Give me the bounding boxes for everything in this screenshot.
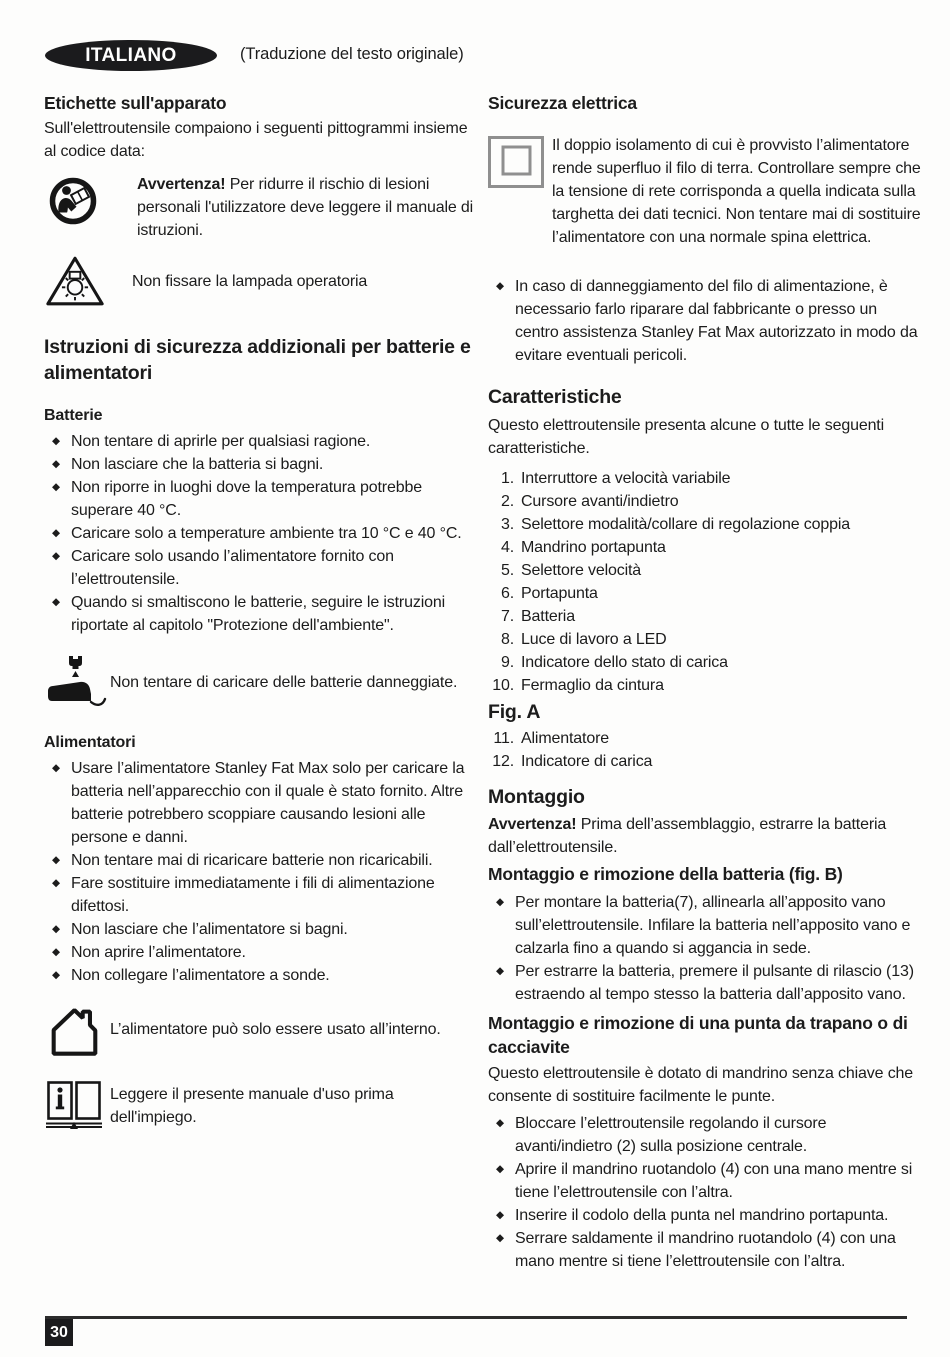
bit-fitting-list	[488, 1112, 922, 1273]
item-text: Cursore avanti/indietro	[521, 493, 679, 510]
warning-rest: Per ridurre il rischio di lesioni personali l'utilizzatore deve leggere il manuale di istruzioni.	[137, 176, 474, 239]
pictogram-cell	[44, 1001, 110, 1058]
item-text: Indicatore di carica	[521, 753, 653, 770]
bullet-icon: ◆	[52, 527, 60, 539]
labels-intro: Sull'elettroutensile compaiono i seguenti pittogrammi insieme al codice data:	[44, 120, 468, 160]
chargers-list	[44, 757, 478, 987]
item-text: Selettore modalità/collare di regolazione coppia	[521, 516, 851, 533]
pictogram-row-lamp	[44, 252, 478, 310]
item-text: Indicatore dello stato di carica	[521, 654, 728, 671]
bullet-icon: ◆	[52, 458, 60, 470]
list-item-text: Serrare saldamente il mandrino ruotandolo (4) con una mano mentre si tiene l’elettroutensile con l’altra.	[515, 1230, 896, 1270]
bit-fitting-subtitle: Montaggio e rimozione di una punta da trapano o di cacciavite	[488, 1013, 908, 1057]
numbered-item	[488, 605, 922, 628]
bullet-icon: ◆	[52, 969, 60, 981]
numbered-item	[488, 582, 922, 605]
labels-section-title: Etichette sull'apparato	[44, 93, 227, 113]
item-text: Selettore velocità	[521, 562, 642, 579]
list-item	[52, 918, 478, 941]
item-number: 10.	[492, 677, 514, 694]
item-number: 5.	[500, 562, 514, 579]
list-item-text: In caso di danneggiamento del filo di alimentazione, è necessario farlo riparare dal fabbricante o presso un centro assistenza Stanley Fat Max autorizzato in modo da evitare eventuali pericoli.	[515, 278, 918, 364]
list-item	[496, 960, 922, 1006]
pictogram-cell	[488, 134, 552, 249]
list-item	[52, 872, 478, 918]
batteries-subtitle: Batterie	[44, 407, 103, 424]
item-number: 7.	[500, 608, 514, 625]
list-item	[52, 430, 478, 453]
list-item	[496, 1158, 922, 1204]
pictogram-text: Non tentare di caricare delle batterie danneggiate.	[110, 673, 458, 691]
list-item	[52, 591, 478, 637]
bullet-icon: ◆	[52, 762, 60, 774]
numbered-item	[488, 559, 922, 582]
bullet-icon: ◆	[52, 596, 60, 608]
pictogram-cell	[44, 653, 110, 711]
pictogram-row-indoor	[44, 1001, 478, 1058]
bullet-icon: ◆	[496, 965, 504, 977]
left-column	[44, 92, 478, 1134]
bullet-icon: ◆	[496, 1163, 504, 1175]
pictogram-row-warning	[44, 173, 478, 242]
list-item-text: Non aprire l’alimentatore.	[71, 944, 246, 961]
bullet-icon: ◆	[52, 435, 60, 447]
features-intro: Questo elettroutensile presenta alcune o tutte le seguenti caratteristiche.	[488, 417, 885, 457]
bullet-icon: ◆	[496, 1232, 504, 1244]
bullet-icon: ◆	[52, 481, 60, 493]
list-item	[52, 522, 478, 545]
pictogram-text: Il doppio isolamento di cui è provvisto l’alimentatore rende superfluo il filo di terra. Controllare sempre che la tensione di rete corrisponda a quella indicata sulla targhetta dei dati tecnici. Non tentare mai di sostituire l’alimentatore con una normale spina elettrica.	[552, 137, 921, 246]
bullet-icon: ◆	[52, 877, 60, 889]
warning-rest: Prima dell’assemblaggio, estrarre la batteria dall’elettroutensile.	[488, 816, 887, 856]
list-item-text: Caricare solo usando l’alimentatore fornito con l’elettroutensile.	[71, 548, 394, 588]
pictogram-cell	[44, 254, 132, 309]
item-text: Portapunta	[521, 585, 598, 602]
item-number: 3.	[500, 516, 514, 533]
fig-a-title: Fig. A	[488, 701, 541, 723]
list-item-text: Per estrarre la batteria, premere il pulsante di rilascio (13) estraendo al tempo stesso la batteria dall’apposito vano.	[515, 963, 914, 1003]
item-number: 6.	[500, 585, 514, 602]
bullet-icon: ◆	[52, 854, 60, 866]
pictogram-text	[137, 173, 478, 242]
warning-lead: Avvertenza!	[137, 176, 226, 193]
pictogram-row-read-manual	[44, 1078, 478, 1134]
item-text: Alimentatore	[521, 730, 610, 747]
battery-safety-title: Istruzioni di sicurezza addizionali per batterie e alimentatori	[44, 336, 471, 384]
numbered-item	[488, 467, 922, 490]
bullet-icon: ◆	[52, 550, 60, 562]
item-text: Luce di lavoro a LED	[521, 631, 667, 648]
list-item	[52, 453, 478, 476]
list-item-text: Fare sostituire immediatamente i fili di alimentazione difettosi.	[71, 875, 435, 915]
bullet-icon: ◆	[496, 896, 504, 908]
list-item-text: Non lasciare che l’alimentatore si bagni.	[71, 921, 348, 938]
list-item-text: Inserire il codolo della punta nel mandrino portapunta.	[515, 1207, 889, 1224]
list-item-text: Caricare solo a temperature ambiente tra 10 °C e 40 °C.	[71, 525, 462, 542]
pictogram-row-damaged-battery	[44, 651, 478, 713]
pictogram-row-double-insulation	[488, 134, 922, 249]
numbered-item	[488, 750, 922, 773]
battery-fitting-list	[488, 891, 922, 1006]
chargers-subtitle: Alimentatori	[44, 734, 136, 751]
list-item	[52, 757, 478, 849]
bullet-icon: ◆	[52, 923, 60, 935]
item-number: 12.	[492, 753, 514, 770]
numbered-item	[488, 727, 922, 750]
lamp-warning-icon	[44, 254, 106, 309]
list-item-text: Usare l’alimentatore Stanley Fat Max solo per caricare la batteria nell’apparecchio con il quale è stato fornito. Altre batterie potrebbero scoppiare causando lesioni alle persone e danni.	[71, 760, 465, 846]
list-item-text: Per montare la batteria(7), allinearla all’apposito vano sull’elettroutensile. Infilare la batteria nell’apposito vano e calzarla fino a quando si aggancia in sede.	[515, 894, 911, 957]
item-number: 11.	[493, 730, 514, 747]
item-number: 2.	[500, 493, 514, 510]
pictogram-text: Non fissare la lampada operatoria	[132, 272, 368, 290]
list-item-text: Non tentare mai di ricaricare batterie non ricaricabili.	[71, 852, 433, 869]
read-before-use-icon	[44, 1079, 104, 1133]
list-item-text: Bloccare l’elettroutensile regolando il cursore avanti/indietro (2) sulla posizione centrale.	[515, 1115, 827, 1155]
numbered-item	[488, 490, 922, 513]
numbered-item	[488, 674, 922, 697]
bit-fitting-intro: Questo elettroutensile è dotato di mandrino senza chiave che consente di sostituire facilmente le punte.	[488, 1065, 914, 1105]
list-item-text: Non collegare l’alimentatore a sonde.	[71, 967, 330, 984]
list-item-text: Non tentare di aprirle per qualsiasi ragione.	[71, 433, 371, 450]
assembly-title: Montaggio	[488, 786, 585, 808]
features-list	[488, 467, 922, 697]
list-item	[496, 1227, 922, 1273]
pictogram-cell	[44, 1079, 110, 1133]
damaged-battery-icon	[44, 653, 108, 711]
list-item	[52, 964, 478, 987]
list-item-text: Quando si smaltiscono le batterie, seguire le istruzioni riportate al capitolo "Protezione dell'ambiente".	[71, 594, 446, 634]
pictogram-text: L’alimentatore può solo essere usato all’interno.	[110, 1021, 441, 1038]
numbered-item	[488, 651, 922, 674]
list-item	[496, 1112, 922, 1158]
pictogram-cell	[44, 173, 137, 242]
language-badge	[45, 40, 217, 71]
double-insulation-icon	[488, 136, 544, 188]
pictogram-text: Leggere il presente manuale d'uso prima dell'impiego.	[110, 1086, 394, 1126]
item-number: 8.	[500, 631, 514, 648]
item-text: Mandrino portapunta	[521, 539, 666, 556]
list-item	[52, 849, 478, 872]
item-number: 9.	[500, 654, 514, 671]
list-item	[496, 275, 922, 367]
list-item	[496, 1204, 922, 1227]
page-number: 30	[45, 1319, 73, 1346]
list-item-text: Non lasciare che la batteria si bagni.	[71, 456, 324, 473]
item-text: Fermaglio da cintura	[521, 677, 664, 694]
read-manual-icon	[49, 177, 97, 225]
numbered-item	[488, 536, 922, 559]
language-badge-label: ITALIANO	[85, 44, 177, 66]
bullet-icon: ◆	[496, 1117, 504, 1129]
list-item	[52, 545, 478, 591]
bullet-icon: ◆	[52, 946, 60, 958]
electrical-safety-title: Sicurezza elettrica	[488, 93, 637, 113]
right-column	[488, 92, 922, 1273]
bullet-icon: ◆	[496, 280, 504, 292]
fig-a-list	[488, 727, 922, 773]
features-title: Caratteristiche	[488, 386, 622, 408]
item-text: Batteria	[521, 608, 575, 625]
translation-note: (Traduzione del testo originale)	[240, 45, 464, 63]
item-number: 4.	[500, 539, 514, 556]
batteries-list	[44, 430, 478, 637]
assembly-warning	[488, 813, 922, 859]
warning-lead: Avvertenza!	[488, 816, 577, 833]
list-item	[496, 891, 922, 960]
indoor-use-icon	[44, 1001, 104, 1058]
item-text: Interruttore a velocità variabile	[521, 470, 731, 487]
battery-fitting-subtitle: Montaggio e rimozione della batteria (fig. B)	[488, 864, 843, 884]
numbered-item	[488, 513, 922, 536]
list-item	[52, 476, 478, 522]
list-item	[52, 941, 478, 964]
list-item-text: Aprire il mandrino ruotandolo (4) con una mano mentre si tiene l’elettroutensile con l’altra.	[515, 1161, 913, 1201]
item-number: 1.	[500, 470, 514, 487]
list-item-text: Non riporre in luoghi dove la temperatura potrebbe superare 40 °C.	[71, 479, 422, 519]
numbered-item	[488, 628, 922, 651]
footer-rule	[45, 1316, 907, 1319]
bullet-icon: ◆	[496, 1209, 504, 1221]
